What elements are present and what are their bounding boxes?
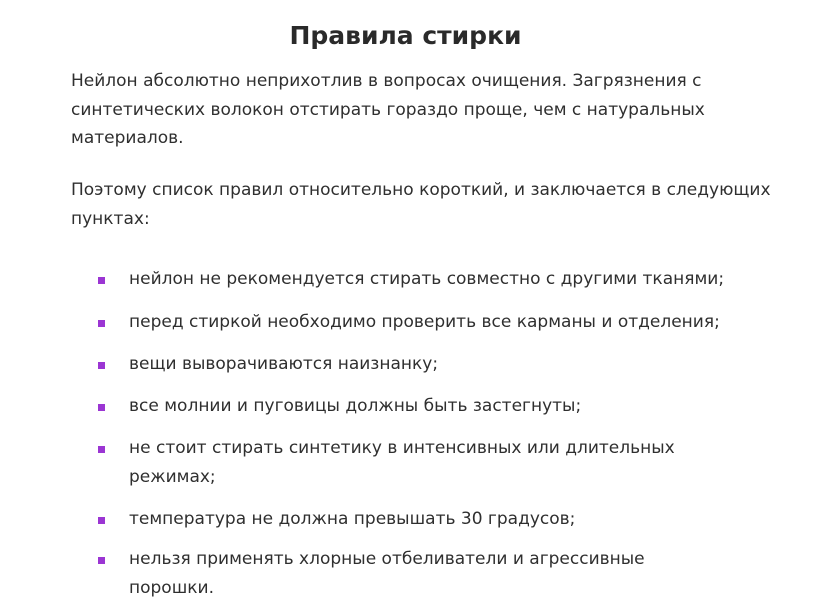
page-title: Правила стирки [289,21,522,50]
list-item [98,308,798,337]
list-item-text: перед стиркой необходимо проверить все карманы и отделения; [129,312,720,332]
square-bullet-icon [98,320,105,327]
list-item-text: температура не должна превышать 30 градусов; [129,509,576,529]
list-item [98,505,798,534]
list-item [98,265,798,294]
square-bullet-icon [98,362,105,369]
list-item-text: не стоит стирать синтетику в интенсивных или длительных режимах; [129,438,675,487]
list-item [98,434,798,491]
list-lead-paragraph: Поэтому список правил относительно короткий, и заключается в следующих пунктах: [71,180,771,229]
square-bullet-icon [98,446,105,453]
square-bullet-icon [98,404,105,411]
list-item [98,350,798,379]
square-bullet-icon [98,277,105,284]
list-item-text: вещи выворачиваются наизнанку; [129,354,439,374]
intro-paragraph: Нейлон абсолютно неприхотлив в вопросах очищения. Загрязнения с синтетических волокон отстирать гораздо проще, чем с натуральных материалов. [71,71,705,148]
list-item-text: нейлон не рекомендуется стирать совместно с другими тканями; [129,269,725,289]
list-item-text: нельзя применять хлорные отбеливатели и агрессивные порошки. [129,549,645,598]
list-item-text: все молнии и пуговицы должны быть застегнуты; [129,396,582,416]
list-item [98,392,798,421]
square-bullet-icon [98,517,105,524]
list-item [98,545,798,602]
square-bullet-icon [98,557,105,564]
